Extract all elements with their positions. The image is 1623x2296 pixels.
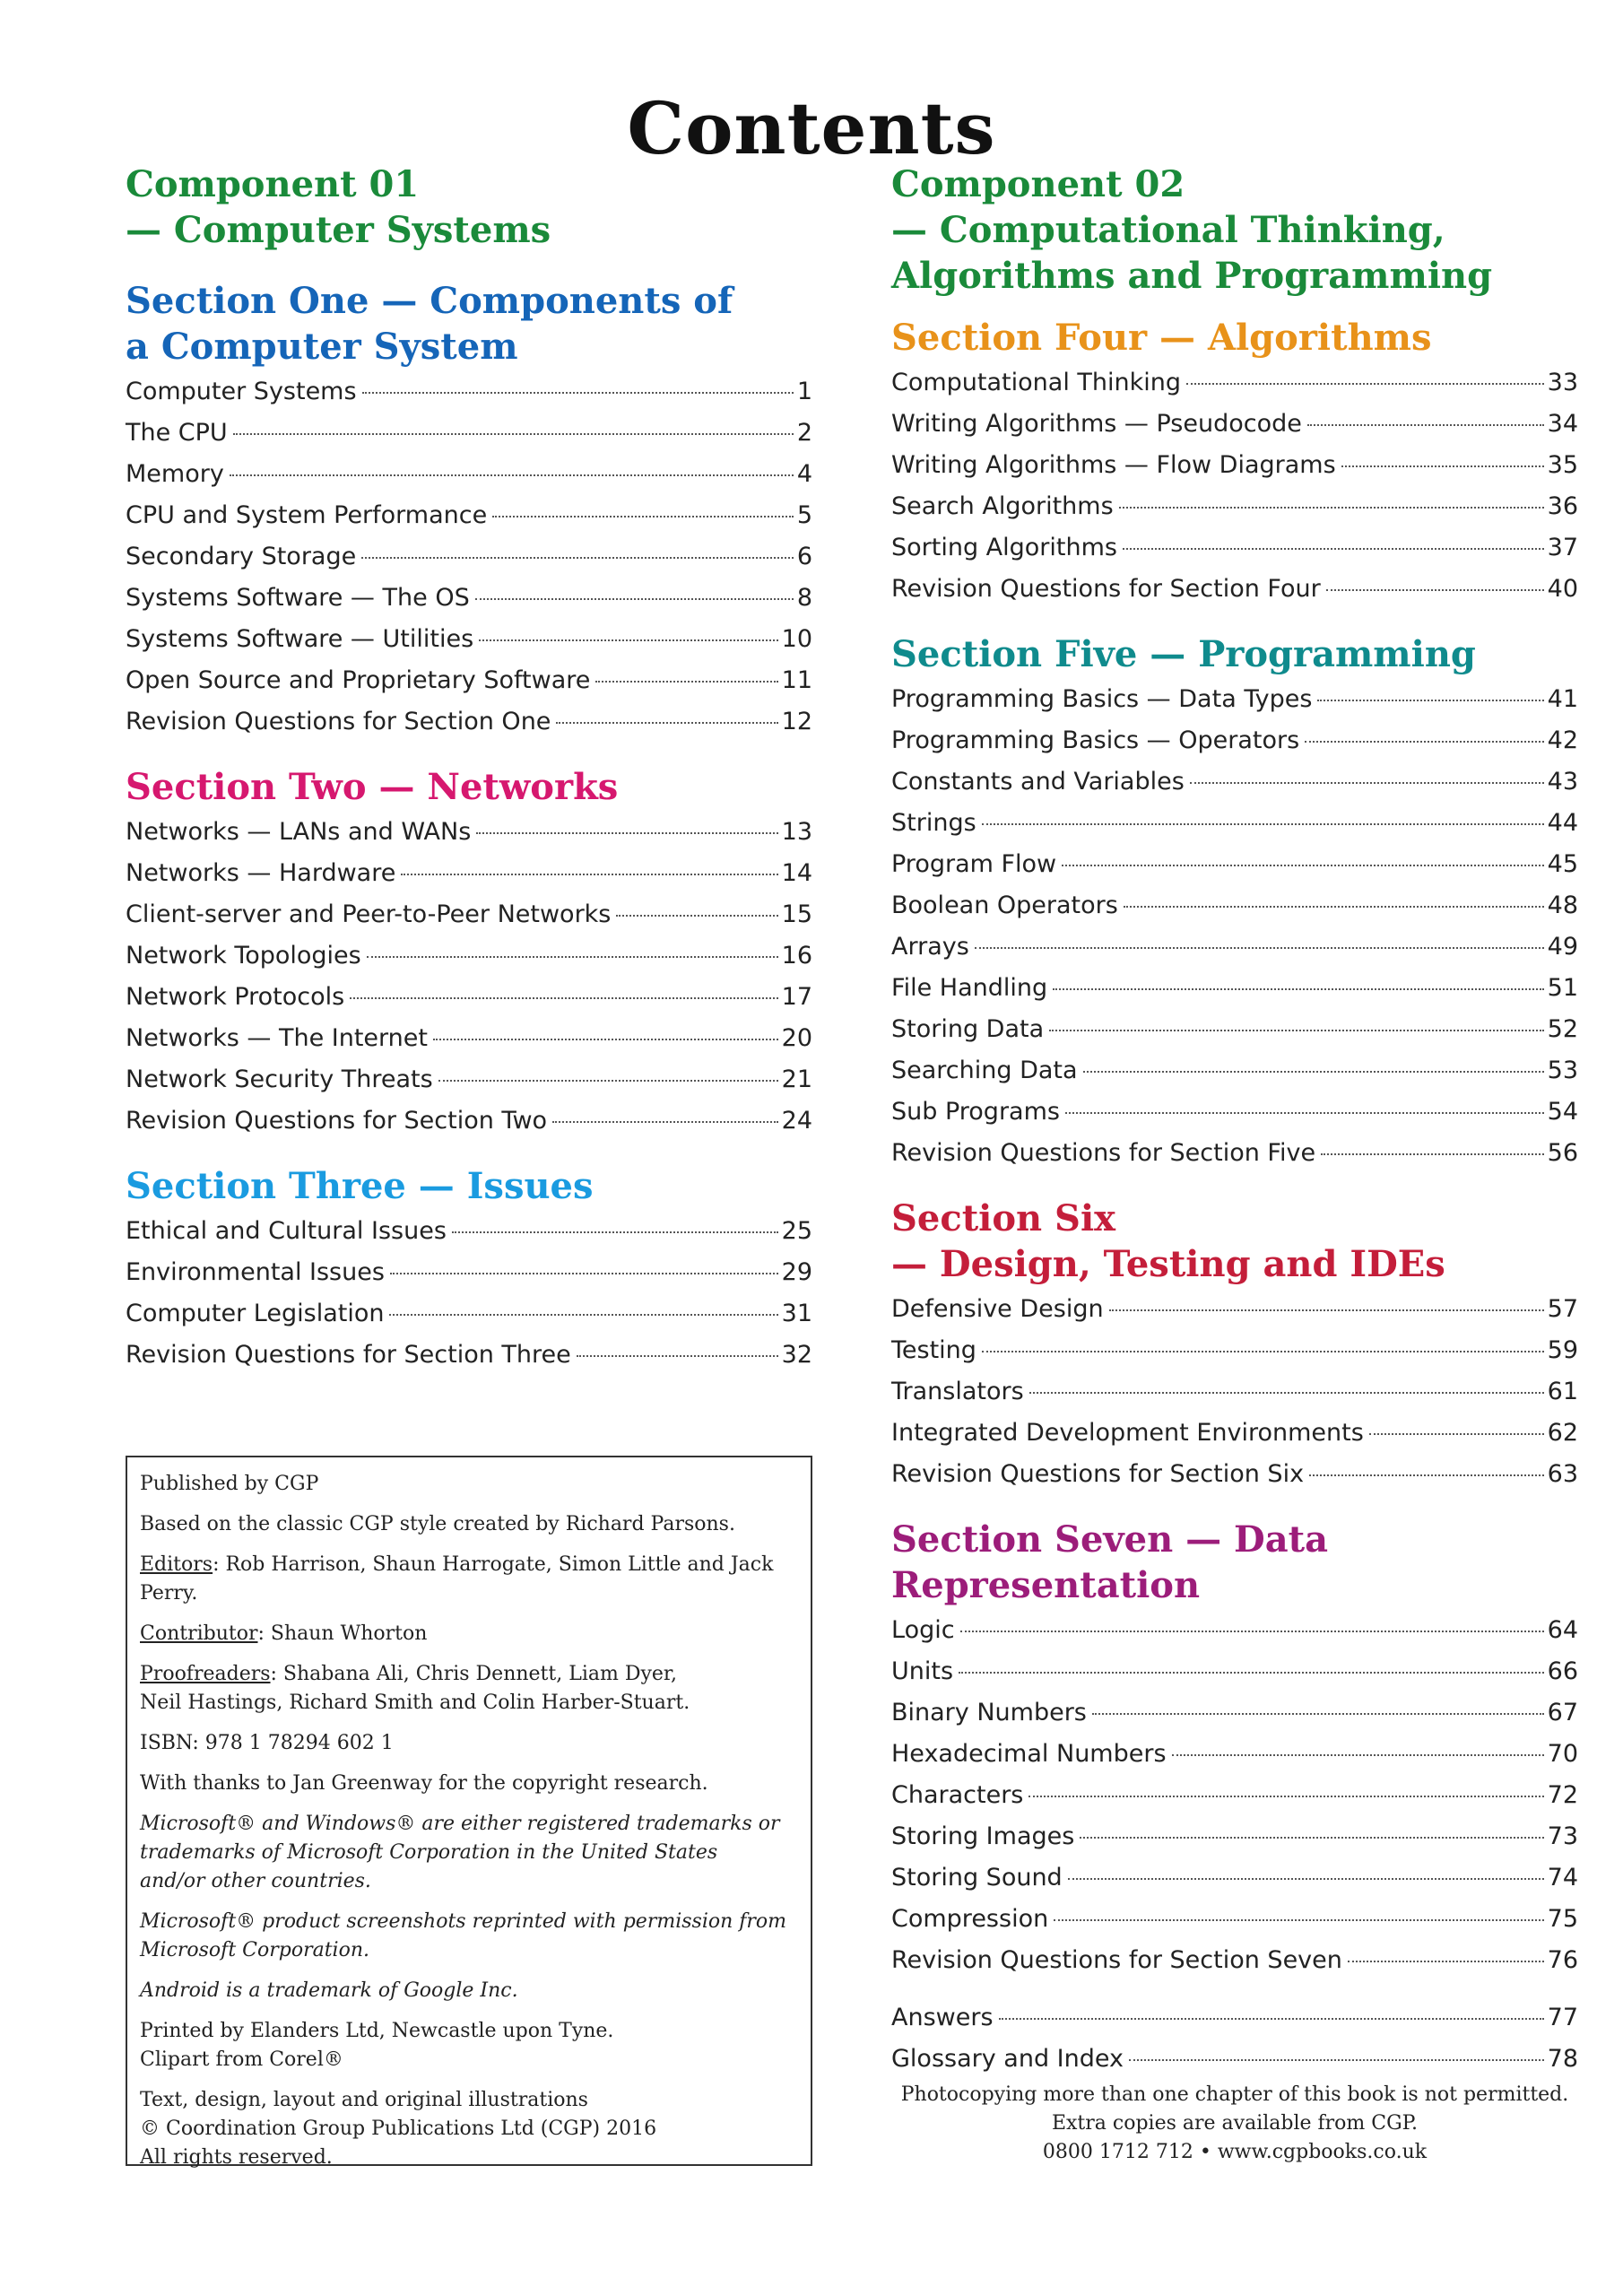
dot-leader (556, 722, 777, 724)
toc-entry (891, 1734, 1578, 1775)
toc-entry-page: 63 (1547, 1460, 1578, 1488)
toc-entry-label: Revision Questions for Section Four (891, 575, 1321, 603)
dot-leader (1369, 1433, 1544, 1435)
toc-entry-label: Client-server and Peer-to-Peer Networks (126, 900, 612, 928)
toc-entry (126, 812, 812, 853)
toc-entry-page: 12 (781, 708, 812, 735)
toc-entry-page: 72 (1547, 1781, 1578, 1809)
toc-entry-page: 40 (1547, 575, 1578, 603)
dot-leader (1309, 1474, 1544, 1476)
dot-leader (1065, 1112, 1544, 1114)
dot-leader (479, 639, 778, 641)
toc-entry-label: Systems Software — The OS (126, 584, 470, 612)
proofreaders-line (140, 1660, 798, 1718)
section-one-heading (126, 278, 812, 370)
toc-entry (891, 1454, 1578, 1495)
toc-entry-label: Logic (891, 1616, 955, 1644)
contributor-name: : Shaun Whorton (257, 1622, 428, 1645)
toc-entry-page: 53 (1547, 1057, 1578, 1084)
right-column (891, 161, 1578, 2080)
toc-entry-label: Glossary and Index (891, 2045, 1124, 2073)
toc-entry-page: 45 (1547, 850, 1578, 878)
toc-entry-page: 57 (1547, 1295, 1578, 1323)
dot-leader (1186, 383, 1544, 385)
toc-entry-page: 2 (796, 419, 812, 447)
toc-entry-label: Open Source and Proprietary Software (126, 666, 591, 694)
section-three-heading (126, 1163, 812, 1209)
toc-entry-page: 54 (1547, 1098, 1578, 1126)
toc-entry-label: Network Security Threats (126, 1065, 433, 1093)
toc-entry-label: Programming Basics — Data Types (891, 685, 1313, 713)
toc-entry (891, 926, 1578, 968)
toc-entry-label: Revision Questions for Section Three (126, 1341, 571, 1369)
toc-entry-page: 43 (1547, 768, 1578, 796)
toc-entry-label: Sub Programs (891, 1098, 1060, 1126)
toc-entry (126, 1211, 812, 1252)
toc-entry (891, 1651, 1578, 1692)
toc-entry (891, 2039, 1578, 2080)
toc-entry-label: Sorting Algorithms (891, 534, 1117, 561)
toc-entry (891, 1091, 1578, 1133)
dot-leader (492, 516, 794, 517)
toc-entry-label: Programming Basics — Operators (891, 726, 1300, 754)
toc-entry (891, 1371, 1578, 1413)
toc-entry (126, 454, 812, 495)
trademark-notice (140, 1810, 798, 1896)
dot-leader (350, 997, 777, 999)
dot-leader (982, 1351, 1544, 1352)
toc-entry-page: 48 (1547, 891, 1578, 919)
component-02-title: Component 02 (891, 163, 1185, 205)
toc-entry-label: CPU and System Performance (126, 501, 488, 529)
toc-entry (891, 803, 1578, 844)
printed-notice (140, 2017, 798, 2074)
toc-entry (891, 1050, 1578, 1091)
toc-entry-page: 35 (1547, 451, 1578, 479)
toc-entry-page: 66 (1547, 1657, 1578, 1685)
dot-leader (233, 433, 794, 435)
page-title: Contents (627, 85, 996, 170)
dot-leader (1129, 2059, 1544, 2061)
toc-entry-page: 42 (1547, 726, 1578, 754)
toc-entry-label: Search Algorithms (891, 492, 1114, 520)
toc-entry-page: 29 (781, 1258, 812, 1286)
dot-leader (1029, 1392, 1544, 1394)
toc-entry-label: Network Topologies (126, 942, 361, 970)
toc-entry (891, 486, 1578, 527)
footer-line-1: Photocopying more than one chapter of this book is not permitted. (900, 2083, 1569, 2106)
toc-entry-page: 36 (1547, 492, 1578, 520)
toc-entry-page: 56 (1547, 1139, 1578, 1167)
toc-entry (126, 1293, 812, 1335)
toc-entry (891, 679, 1578, 720)
section-two-title: Section Two — Networks (126, 766, 619, 808)
section-seven-title: Section Seven — Data Representation (891, 1518, 1329, 1606)
copyright-line-2: © Coordination Group Publications Ltd (CGP) 2016 (140, 2118, 657, 2140)
toc-entry-page: 59 (1547, 1336, 1578, 1364)
dot-leader (433, 1039, 778, 1040)
section-seven-heading (891, 1517, 1578, 1608)
toc-entry-page: 64 (1547, 1616, 1578, 1644)
component-01-heading (126, 161, 812, 253)
toc-entry-page: 10 (781, 625, 812, 653)
section-six-heading (891, 1196, 1578, 1287)
toc-entry-label: Systems Software — Utilities (126, 625, 474, 653)
toc-entry (891, 445, 1578, 486)
toc-entry (891, 720, 1578, 761)
toc-entry-label: Boolean Operators (891, 891, 1118, 919)
component-01-title: Component 01 (126, 163, 420, 205)
toc-entry (891, 362, 1578, 404)
section-six-list (891, 1289, 1578, 1495)
toc-entry-label: Answers (891, 2004, 994, 2031)
toc-entry-label: Arrays (891, 933, 969, 961)
dot-leader (476, 832, 777, 834)
toc-entry-page: 70 (1547, 1740, 1578, 1768)
toc-entry-label: Networks — Hardware (126, 859, 396, 887)
toc-entry (891, 1413, 1578, 1454)
dot-leader (616, 915, 777, 917)
toc-entry-page: 15 (781, 900, 812, 928)
toc-entry-label: Strings (891, 809, 976, 837)
toc-entry-page: 77 (1547, 2004, 1578, 2031)
toc-entry (891, 885, 1578, 926)
toc-entry (126, 894, 812, 935)
toc-entry-label: Storing Data (891, 1015, 1045, 1043)
section-one-list (126, 371, 812, 743)
toc-entry-label: Networks — The Internet (126, 1024, 428, 1052)
editors-names: : Rob Harrison, Shaun Harrogate, Simon Little and Jack Perry. (140, 1553, 774, 1605)
screenshots-notice (140, 1908, 798, 1965)
toc-entry (126, 660, 812, 701)
editors-line (140, 1551, 798, 1608)
toc-entry (126, 578, 812, 619)
toc-entry-page: 11 (781, 666, 812, 694)
toc-entry-page: 8 (796, 584, 812, 612)
dot-leader (1341, 465, 1544, 467)
toc-entry-page: 62 (1547, 1419, 1578, 1447)
trademark-line-3: and/or other countries. (140, 1870, 371, 1892)
left-column (126, 161, 812, 1376)
dot-leader (362, 392, 794, 394)
toc-entry-label: Units (891, 1657, 954, 1685)
contributor-line (140, 1620, 798, 1648)
dot-leader (552, 1121, 778, 1123)
spacer (891, 1981, 1578, 1997)
toc-entry (891, 1816, 1578, 1857)
toc-entry-label: Environmental Issues (126, 1258, 385, 1286)
section-two-list (126, 812, 812, 1142)
toc-entry-page: 14 (781, 859, 812, 887)
component-02-subtitle-line-2: Algorithms and Programming (891, 255, 1493, 297)
section-five-title: Section Five — Programming (891, 633, 1476, 675)
toc-entry (891, 1610, 1578, 1651)
isbn: ISBN: 978 1 78294 602 1 (140, 1732, 394, 1754)
toc-entry-page: 17 (781, 983, 812, 1011)
section-two-heading (126, 764, 812, 810)
toc-entry-page: 6 (796, 543, 812, 570)
screenshots-line-1: Microsoft® product screenshots reprinted with permission from (140, 1910, 787, 1933)
section-six-title-line-2: — Design, Testing and IDEs (891, 1243, 1445, 1285)
toc-entry-label: Ethical and Cultural Issues (126, 1217, 447, 1245)
proofreaders-names-1: : Shabana Ali, Chris Dennett, Liam Dyer, (270, 1663, 678, 1685)
toc-entry (891, 1857, 1578, 1899)
toc-entry-page: 61 (1547, 1378, 1578, 1405)
android-notice: Android is a trademark of Google Inc. (140, 1979, 518, 2002)
copyright-notice (140, 2086, 798, 2172)
dot-leader (1053, 988, 1544, 990)
toc-entry-label: Storing Sound (891, 1864, 1063, 1892)
toc-entry-page: 75 (1547, 1905, 1578, 1933)
toc-entry-label: Translators (891, 1378, 1024, 1405)
toc-entry (891, 404, 1578, 445)
toc-entry-label: Memory (126, 460, 224, 488)
published-by: Published by CGP (140, 1473, 319, 1495)
toc-entry (126, 413, 812, 454)
dot-leader (1305, 741, 1543, 743)
publisher-info-box (126, 1456, 812, 2169)
toc-entry (891, 844, 1578, 885)
section-seven-list (891, 1610, 1578, 1981)
toc-entry-page: 20 (781, 1024, 812, 1052)
screenshots-line-2: Microsoft Corporation. (140, 1939, 369, 1961)
toc-entry (126, 1059, 812, 1100)
dot-leader (999, 2018, 1544, 2020)
toc-entry-label: Revision Questions for Section Two (126, 1107, 548, 1135)
toc-entry (891, 569, 1578, 610)
section-four-title: Section Four — Algorithms (891, 317, 1432, 359)
dot-leader (1092, 1713, 1544, 1715)
toc-entry-page: 24 (781, 1107, 812, 1135)
toc-entry-page: 33 (1547, 369, 1578, 396)
toc-entry-page: 32 (781, 1341, 812, 1369)
toc-entry-label: Hexadecimal Numbers (891, 1740, 1167, 1768)
dot-leader (1348, 1961, 1544, 1962)
dot-leader (361, 557, 794, 559)
toc-entry-page: 78 (1547, 2045, 1578, 2073)
dot-leader (1080, 1837, 1543, 1839)
dot-leader (577, 1355, 778, 1357)
toc-entry (891, 1899, 1578, 1940)
dot-leader (1049, 1030, 1543, 1031)
toc-entry-page: 4 (796, 460, 812, 488)
toc-entry (891, 527, 1578, 569)
based-on: Based on the classic CGP style created by Richard Parsons. (140, 1513, 735, 1535)
component-02-heading (891, 161, 1578, 299)
dot-leader (975, 947, 1544, 949)
toc-entry-label: Searching Data (891, 1057, 1078, 1084)
trademark-line-2: trademarks of Microsoft Corporation in the United States (140, 1841, 718, 1864)
dot-leader (1119, 507, 1544, 509)
section-five-heading (891, 631, 1578, 677)
toc-entry-page: 37 (1547, 534, 1578, 561)
toc-entry (126, 1100, 812, 1142)
dot-leader (1123, 548, 1544, 550)
toc-entry-page: 34 (1547, 410, 1578, 438)
toc-entry-label: The CPU (126, 419, 228, 447)
dot-leader (1172, 1754, 1544, 1756)
toc-entry-page: 5 (796, 501, 812, 529)
toc-entry-label: Characters (891, 1781, 1024, 1809)
toc-entry (126, 371, 812, 413)
section-one-title-line-1: Section One — Components of (126, 280, 733, 322)
toc-entry-page: 31 (781, 1300, 812, 1327)
dot-leader (960, 1631, 1544, 1632)
section-four-list (891, 362, 1578, 610)
toc-entry (891, 761, 1578, 803)
toc-entry-label: Computational Thinking (891, 369, 1182, 396)
dot-leader (982, 823, 1544, 825)
dot-leader (1068, 1878, 1544, 1880)
toc-entry-label: Secondary Storage (126, 543, 357, 570)
contributor-label: Contributor (140, 1622, 258, 1645)
toc-entry (891, 968, 1578, 1009)
toc-entry-label: Testing (891, 1336, 976, 1364)
printed-line-1: Printed by Elanders Ltd, Newcastle upon Tyne. (140, 2020, 614, 2042)
toc-entry-label: Writing Algorithms — Pseudocode (891, 410, 1302, 438)
toc-entry-page: 67 (1547, 1699, 1578, 1726)
dot-leader (1109, 1309, 1544, 1311)
toc-entry-page: 25 (781, 1217, 812, 1245)
toc-entry-label: Defensive Design (891, 1295, 1104, 1323)
section-five-list (891, 679, 1578, 1174)
dot-leader (230, 474, 794, 476)
toc-entry (891, 1133, 1578, 1174)
section-six-title-line-1: Section Six (891, 1197, 1115, 1239)
toc-entry-page: 76 (1547, 1946, 1578, 1974)
dot-leader (367, 956, 778, 958)
printed-line-2: Clipart from Corel® (140, 2048, 343, 2071)
toc-entry-page: 74 (1547, 1864, 1578, 1892)
section-three-list (126, 1211, 812, 1376)
toc-entry (891, 1692, 1578, 1734)
footer-line-2: Extra copies are available from CGP. (1051, 2112, 1419, 2135)
toc-entry (126, 977, 812, 1018)
toc-entry-label: Revision Questions for Section Seven (891, 1946, 1342, 1974)
section-three-title: Section Three — Issues (126, 1165, 594, 1207)
toc-entry (126, 495, 812, 536)
footer-line-3: 0800 1712 712 • www.cgpbooks.co.uk (1042, 2141, 1428, 2163)
dot-leader (1190, 782, 1544, 784)
toc-entry-page: 41 (1547, 685, 1578, 713)
component-02-subtitle-line-1: — Computational Thinking, (891, 209, 1445, 251)
editors-label: Editors (140, 1553, 213, 1576)
toc-entry (126, 935, 812, 977)
section-four-heading (891, 315, 1578, 361)
dot-leader (390, 1273, 778, 1274)
toc-entry-page: 16 (781, 942, 812, 970)
toc-entry (126, 536, 812, 578)
toc-entry (126, 619, 812, 660)
toc-entry-label: Computer Legislation (126, 1300, 385, 1327)
proofreaders-names-2: Neil Hastings, Richard Smith and Colin Harber-Stuart. (140, 1692, 690, 1714)
toc-entry-label: Revision Questions for Section Six (891, 1460, 1305, 1488)
dot-leader (1083, 1071, 1544, 1073)
toc-entry-label: Network Protocols (126, 983, 345, 1011)
toc-entry-label: Revision Questions for Section Five (891, 1139, 1316, 1167)
thanks: With thanks to Jan Greenway for the copyright research. (140, 1772, 708, 1795)
toc-entry (126, 701, 812, 743)
dot-leader (401, 874, 777, 875)
toc-entry-page: 21 (781, 1065, 812, 1093)
dot-leader (1028, 1796, 1543, 1797)
copyright-line-1: Text, design, layout and original illustrations (140, 2089, 588, 2111)
toc-entry (891, 1940, 1578, 1981)
toc-entry-page: 73 (1547, 1822, 1578, 1850)
dot-leader (438, 1080, 778, 1082)
dot-leader (1326, 589, 1544, 591)
toc-entry (891, 1289, 1578, 1330)
dot-leader (1124, 906, 1544, 908)
extra-list (891, 1997, 1578, 2080)
toc-entry-label: Binary Numbers (891, 1699, 1087, 1726)
dot-leader (1307, 424, 1544, 426)
dot-leader (1054, 1919, 1543, 1921)
toc-entry (126, 853, 812, 894)
toc-entry (891, 1775, 1578, 1816)
dot-leader (389, 1314, 777, 1316)
component-01-subtitle: — Computer Systems (126, 209, 551, 251)
dot-leader (959, 1672, 1544, 1674)
toc-entry-label: Compression (891, 1905, 1049, 1933)
toc-entry (126, 1018, 812, 1059)
toc-entry-label: Constants and Variables (891, 768, 1185, 796)
footer-notice (891, 2081, 1578, 2167)
dot-leader (452, 1231, 778, 1233)
dot-leader (1317, 700, 1543, 701)
proofreaders-label: Proofreaders (140, 1663, 271, 1685)
toc-entry (126, 1252, 812, 1293)
dot-leader (595, 681, 777, 683)
toc-entry-label: File Handling (891, 974, 1048, 1002)
toc-entry-label: Integrated Development Environments (891, 1419, 1364, 1447)
copyright-line-3: All rights reserved. (140, 2146, 333, 2169)
toc-entry-label: Storing Images (891, 1822, 1075, 1850)
dot-leader (1321, 1153, 1544, 1155)
toc-entry-label: Revision Questions for Section One (126, 708, 551, 735)
toc-entry-label: Writing Algorithms — Flow Diagrams (891, 451, 1336, 479)
toc-entry-label: Computer Systems (126, 378, 357, 405)
toc-entry-page: 1 (796, 378, 812, 405)
toc-entry-page: 13 (781, 818, 812, 846)
toc-entry (126, 1335, 812, 1376)
dot-leader (1062, 865, 1544, 866)
trademark-line-1: Microsoft® and Windows® are either registered trademarks or (140, 1813, 780, 1835)
toc-entry (891, 1330, 1578, 1371)
toc-entry (891, 1009, 1578, 1050)
toc-entry-page: 51 (1547, 974, 1578, 1002)
toc-entry-page: 52 (1547, 1015, 1578, 1043)
toc-entry-label: Program Flow (891, 850, 1057, 878)
toc-entry-page: 44 (1547, 809, 1578, 837)
toc-entry-label: Networks — LANs and WANs (126, 818, 472, 846)
toc-entry (891, 1997, 1578, 2039)
toc-entry-page: 49 (1547, 933, 1578, 961)
dot-leader (475, 598, 794, 600)
section-one-title-line-2: a Computer System (126, 326, 518, 368)
